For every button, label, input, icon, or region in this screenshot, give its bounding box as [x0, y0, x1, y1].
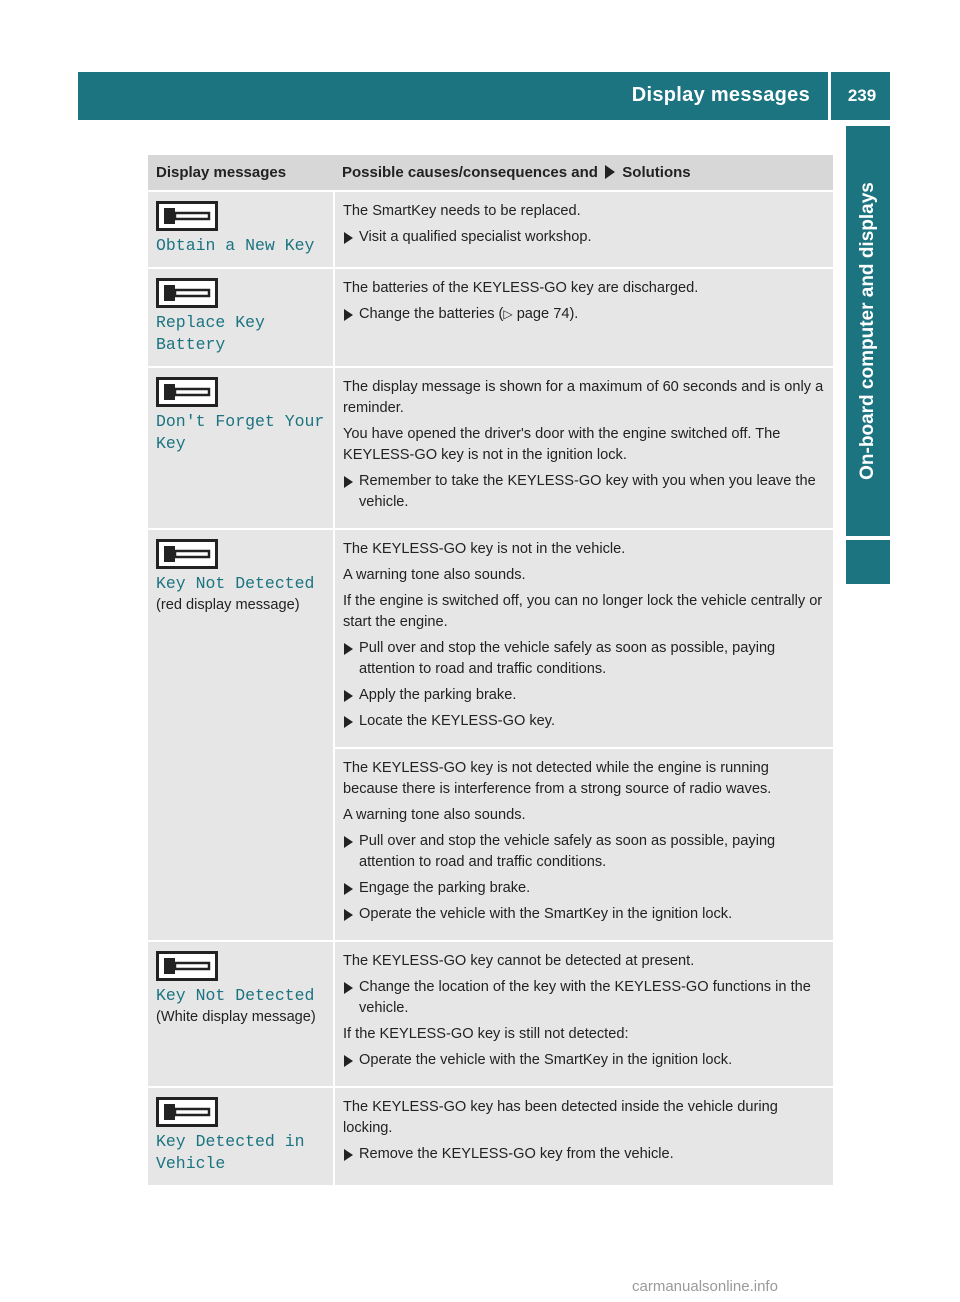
cause-text: A warning tone also sounds. — [343, 567, 526, 583]
display-message-cell — [148, 529, 334, 941]
solution-step: Remove the KEYLESS-GO key from the vehicle. — [343, 1144, 825, 1165]
cause-text: The SmartKey needs to be replaced. — [343, 203, 581, 219]
cause-text: The KEYLESS-GO key cannot be detected at present. — [343, 953, 695, 969]
table-row — [148, 529, 833, 748]
key-icon — [156, 539, 218, 569]
causes-solutions-cell — [334, 191, 833, 268]
page-title: Display messages — [631, 84, 810, 106]
display-message-cell — [148, 367, 334, 529]
causes-solutions-cell — [334, 748, 833, 941]
key-icon — [156, 377, 218, 407]
display-message-text: Replace Key Battery — [156, 313, 265, 354]
cause-text: A warning tone also sounds. — [343, 807, 526, 823]
section-tab-label: On-board computer and displays — [857, 182, 878, 480]
key-icon — [156, 951, 218, 981]
display-message-text: Key Not Detected — [156, 574, 315, 593]
watermark: carmanualsonline.info — [632, 1278, 778, 1295]
display-message-note: (red display message) — [156, 597, 300, 613]
display-message-text: Obtain a New Key — [156, 236, 315, 255]
causes-solutions-cell — [334, 268, 833, 367]
solution-step: Change the location of the key with the KEYLESS-GO functions in the vehicle. — [343, 977, 825, 1019]
solution-step: Operate the vehicle with the SmartKey in the ignition lock. — [343, 904, 825, 925]
display-message-text: Key Detected in Vehicle — [156, 1132, 305, 1173]
key-icon — [156, 1097, 218, 1127]
header-divider — [828, 72, 831, 120]
display-message-text: Don't Forget Your Key — [156, 412, 325, 453]
display-message-text: Key Not Detected — [156, 986, 315, 1005]
cause-text: The display message is shown for a maximum of 60 seconds and is only a reminder. — [343, 379, 824, 416]
causes-solutions-cell — [334, 941, 833, 1087]
display-message-note: (White display message) — [156, 1009, 316, 1025]
cause-text: You have opened the driver's door with the engine switched off. The KEYLESS-GO key is not in the ignition lock. — [343, 426, 781, 463]
causes-solutions-cell — [334, 1087, 833, 1186]
solution-step: Engage the parking brake. — [343, 878, 825, 899]
cause-text: If the KEYLESS-GO key is still not detected: — [343, 1026, 629, 1042]
cause-text: The batteries of the KEYLESS-GO key are discharged. — [343, 280, 699, 296]
page-number: 239 — [847, 86, 877, 105]
cause-text: The KEYLESS-GO key is not in the vehicle. — [343, 541, 626, 557]
table-row — [148, 1087, 833, 1186]
display-message-cell — [148, 191, 334, 268]
header-display-messages: Display messages — [148, 155, 334, 191]
solution-step: Pull over and stop the vehicle safely as soon as possible, paying attention to road and traffic conditions. — [343, 638, 825, 680]
causes-solutions-cell — [334, 367, 833, 529]
header-causes-solutions: Possible causes/consequences and Solutions — [334, 155, 833, 191]
solution-step: Pull over and stop the vehicle safely as soon as possible, paying attention to road and traffic conditions. — [343, 831, 825, 873]
cause-text: If the engine is switched off, you can no longer lock the vehicle centrally or start the engine. — [343, 593, 823, 630]
display-message-cell — [148, 1087, 334, 1186]
table-row — [148, 367, 833, 529]
solution-step: Change the batteries (▷ page 74). — [343, 304, 825, 325]
table-header-row — [148, 155, 833, 191]
page-header — [78, 72, 890, 120]
table-row — [148, 268, 833, 367]
key-icon — [156, 278, 218, 308]
causes-solutions-cell — [334, 529, 833, 748]
cause-text: The KEYLESS-GO key is not detected while the engine is running because there is interference from a strong source of radio waves. — [343, 760, 772, 797]
solution-step: Operate the vehicle with the SmartKey in the ignition lock. — [343, 1050, 825, 1071]
display-message-cell — [148, 268, 334, 367]
solution-step: Locate the KEYLESS-GO key. — [343, 711, 825, 732]
solution-step: Visit a qualified specialist workshop. — [343, 227, 825, 248]
table-row — [148, 941, 833, 1087]
page-ref-icon: ▷ — [503, 307, 513, 321]
key-icon — [156, 201, 218, 231]
display-message-cell — [148, 941, 334, 1087]
cause-text: The KEYLESS-GO key has been detected inside the vehicle during locking. — [343, 1099, 778, 1136]
solution-step: Apply the parking brake. — [343, 685, 825, 706]
section-marker — [846, 540, 890, 584]
table-row — [148, 191, 833, 268]
solution-arrow-icon — [605, 165, 615, 179]
solution-step: Remember to take the KEYLESS-GO key with you when you leave the vehicle. — [343, 471, 825, 513]
display-messages-table — [148, 155, 833, 1187]
section-tab — [846, 126, 890, 536]
